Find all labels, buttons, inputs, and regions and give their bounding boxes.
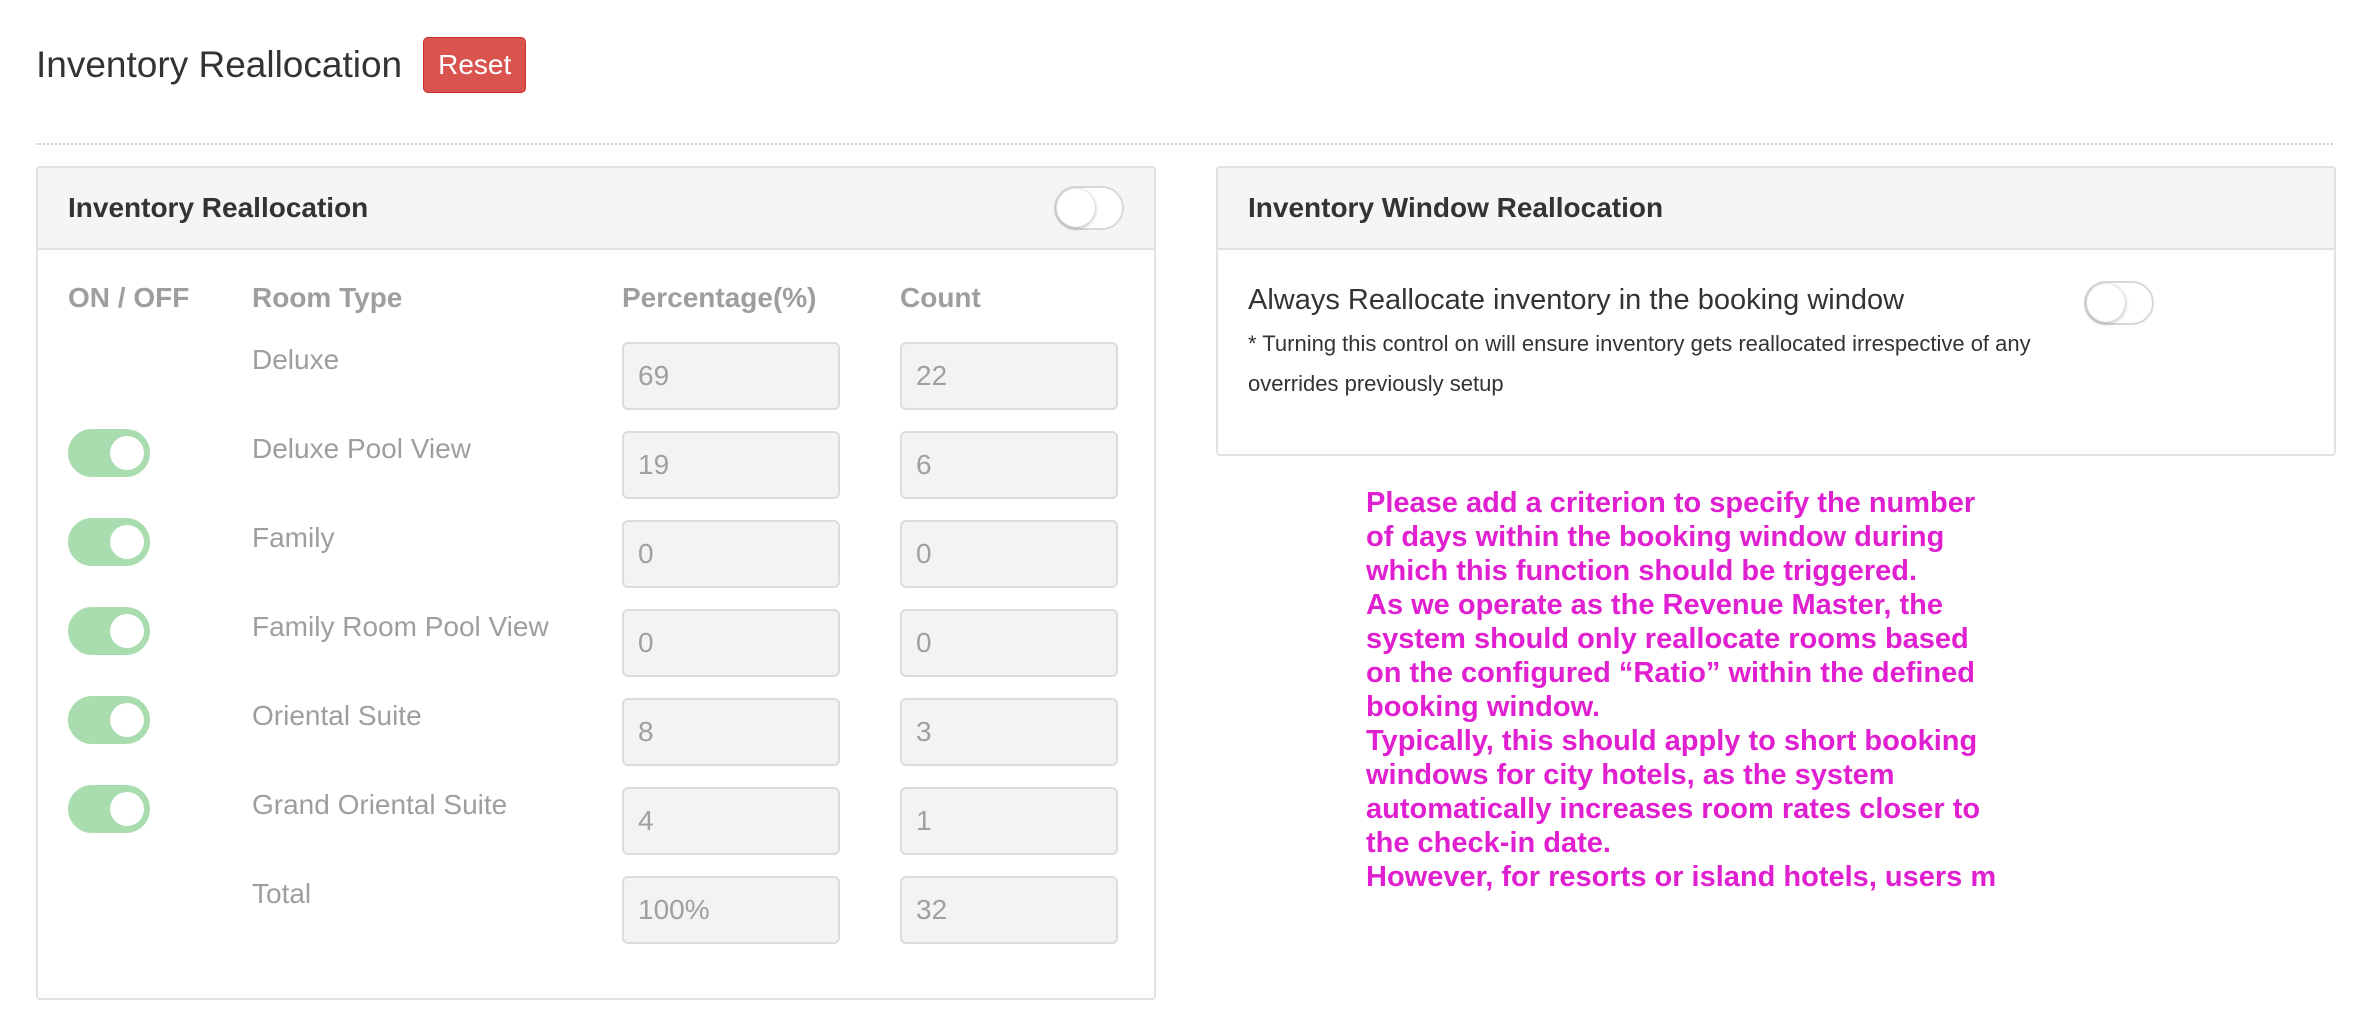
panel-header	[1218, 168, 2334, 250]
column-header-count: Count	[900, 282, 981, 313]
column-header-percentage: Percentage(%)	[622, 282, 817, 313]
room-toggle-oriental-suite[interactable]	[68, 696, 150, 744]
total-count: 32	[900, 876, 1118, 944]
total-label: Total	[252, 878, 312, 909]
toggle-knob	[110, 525, 144, 559]
panel-title: Inventory Window Reallocation	[1248, 192, 1664, 223]
column-header-room-type: Room Type	[252, 282, 403, 313]
toggle-knob	[1057, 189, 1095, 227]
count-input[interactable]: 3	[900, 698, 1118, 766]
count-input[interactable]: 0	[900, 609, 1118, 677]
reallocation-master-toggle[interactable]	[1054, 186, 1124, 230]
room-type-label: Deluxe	[252, 344, 340, 375]
percentage-input[interactable]: 0	[622, 520, 840, 588]
header-divider	[36, 143, 2333, 145]
inventory-reallocation-panel	[36, 166, 1156, 1000]
column-header-onoff: ON / OFF	[68, 282, 190, 313]
count-input[interactable]: 1	[900, 787, 1118, 855]
toggle-knob	[110, 703, 144, 737]
toggle-knob	[110, 436, 144, 470]
room-toggle-family[interactable]	[68, 518, 150, 566]
review-annotation-text: Please add a criterion to specify the number of days within the booking window during which this function should be triggered. As we operate as the Revenue Master, the system should only reallocate rooms based on the configured “Ratio” within the defined booking window. Typically, this should apply to short booking windows for city hotels, as the system automatically increases room rates closer to the check-in date. However, for resorts or island hotels, users m	[1366, 487, 1997, 893]
room-type-label: Oriental Suite	[252, 700, 422, 731]
count-input[interactable]: 0	[900, 520, 1118, 588]
reset-button[interactable]: Reset	[423, 37, 526, 93]
room-type-label: Deluxe Pool View	[252, 433, 471, 464]
room-type-label: Family Room Pool View	[252, 611, 549, 642]
percentage-input[interactable]: 4	[622, 787, 840, 855]
always-reallocate-toggle[interactable]	[2084, 281, 2154, 325]
toggle-knob	[110, 614, 144, 648]
count-input[interactable]: 6	[900, 431, 1118, 499]
percentage-input[interactable]: 69	[622, 342, 840, 410]
toggle-knob	[110, 792, 144, 826]
room-type-label: Grand Oriental Suite	[252, 789, 508, 820]
room-toggle-deluxe-pool-view[interactable]	[68, 429, 150, 477]
total-percentage: 100%	[622, 876, 840, 944]
page-title: Inventory Reallocation	[36, 44, 403, 85]
always-reallocate-note: * Turning this control on will ensure inventory gets reallocated irrespective of any overrides previously setup	[1248, 331, 2031, 396]
percentage-input[interactable]: 0	[622, 609, 840, 677]
page-header	[36, 30, 526, 100]
panel-header	[38, 168, 1154, 250]
toggle-knob	[2087, 284, 2125, 322]
room-toggle-family-room-pool-view[interactable]	[68, 607, 150, 655]
room-toggle-grand-oriental-suite[interactable]	[68, 785, 150, 833]
count-input[interactable]: 22	[900, 342, 1118, 410]
panel-title: Inventory Reallocation	[68, 192, 369, 223]
percentage-input[interactable]: 8	[622, 698, 840, 766]
always-reallocate-label: Always Reallocate inventory in the booking window	[1248, 284, 1905, 316]
inventory-window-reallocation-panel	[1216, 166, 2336, 456]
room-type-label: Family	[252, 522, 335, 553]
percentage-input[interactable]: 19	[622, 431, 840, 499]
